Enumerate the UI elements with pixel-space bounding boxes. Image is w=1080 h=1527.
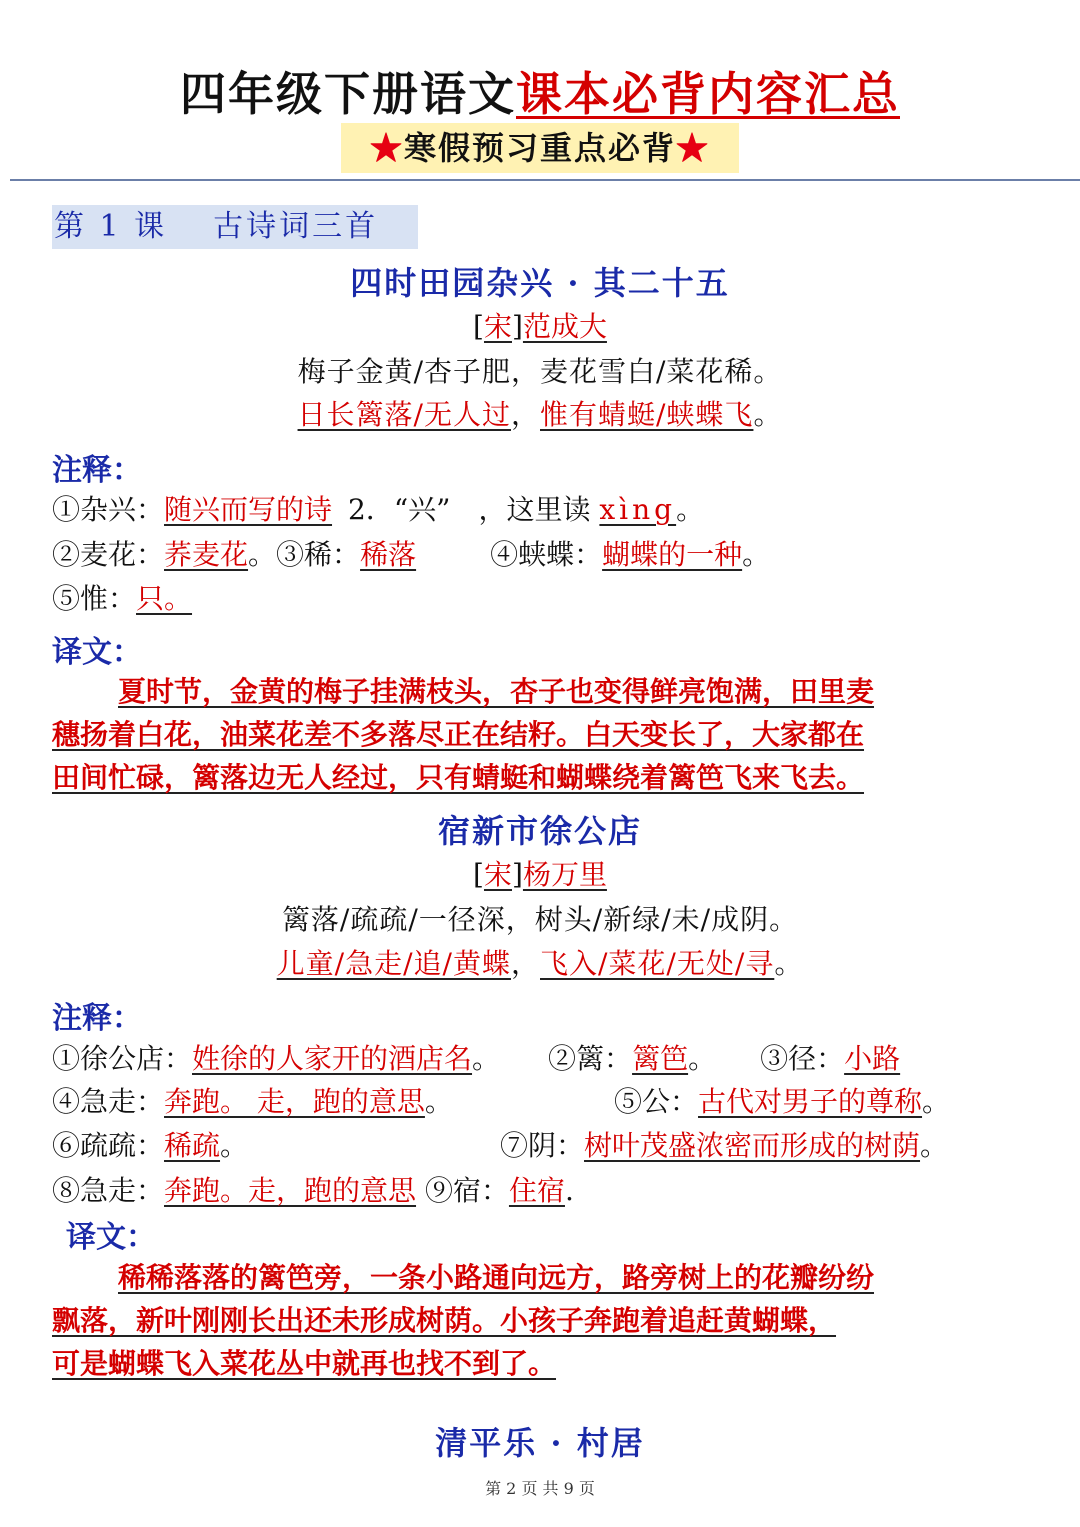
poem1-author-line: [宋]范成大 bbox=[473, 310, 607, 343]
poem2-author: 杨万里 bbox=[522, 858, 607, 891]
lesson-label: 第 1 课 bbox=[54, 209, 168, 244]
note-term: ②麦花： bbox=[52, 538, 165, 571]
poem1-title: 四时田园杂兴 · 其二十五 bbox=[350, 264, 730, 302]
poem1-dynasty: 宋 bbox=[483, 310, 512, 343]
poem2-note-row-1: ①徐公店：姓徐的人家开的酒店名。 ②篱：篱笆。 ③径：小路 bbox=[52, 1042, 901, 1075]
poem1-author: 范成大 bbox=[522, 310, 607, 343]
verse-separator: ， bbox=[510, 947, 540, 980]
poem2-note-row-3: ⑥疏疏：稀疏。 bbox=[52, 1129, 249, 1162]
poem1-note-row-2: ②麦花：荞麦花。③稀：稀落 ④蛱蝶：蝴蝶的一种。 bbox=[52, 538, 771, 571]
note-term: ④蛱蝶： bbox=[490, 538, 603, 571]
note-definition: 古代对男子的尊称 bbox=[698, 1085, 923, 1118]
note-definition: 篱笆 bbox=[632, 1042, 689, 1075]
note-definition: 小路 bbox=[844, 1042, 901, 1075]
poem1-translation bbox=[52, 670, 1030, 799]
poem2-author-line: [宋]杨万里 bbox=[473, 858, 607, 891]
subtitle-text: 寒假预习重点必背 bbox=[403, 129, 676, 167]
note-definition: 姓徐的人家开的酒店名 bbox=[192, 1042, 473, 1075]
note-term: ③径： bbox=[760, 1042, 845, 1075]
translation-line: 田间忙碌，篱落边无人经过，只有蜻蜓和蝴蝶绕着篱笆飞来飞去。 bbox=[52, 761, 865, 794]
poem2-verse-1: 篱落/疏疏/一径深，树头/新绿/未/成阴。 bbox=[281, 903, 799, 936]
verse-end: 。 bbox=[774, 947, 804, 980]
note-term: ①徐公店： bbox=[52, 1042, 193, 1075]
poem1-verse-1: 梅子金黄/杏子肥，麦花雪白/菜花稀。 bbox=[297, 355, 783, 388]
note-term: ⑤公： bbox=[614, 1085, 699, 1118]
note-definition: 奔跑。 走，跑的意思 bbox=[164, 1085, 425, 1118]
note-term: ⑤惟： bbox=[52, 582, 137, 615]
translation-line: 可是蝴蝶飞入菜花丛中就再也找不到了。 bbox=[52, 1347, 557, 1380]
poem2-dynasty: 宋 bbox=[483, 858, 512, 891]
lesson-name: 古诗词三首 bbox=[213, 209, 379, 244]
note-pinyin: xìng bbox=[599, 493, 677, 526]
poem1-note-row-3 bbox=[52, 577, 212, 617]
poem2-verse-2 bbox=[0, 942, 1080, 982]
page-number: 第 2 页 共 9 页 bbox=[485, 1479, 595, 1498]
note-definition: 奔跑。走，跑的意思 bbox=[164, 1174, 417, 1207]
star-icon: ★ bbox=[369, 129, 404, 167]
poem2-note-5: ⑤公：古代对男子的尊称。 bbox=[614, 1085, 951, 1118]
note-term: ⑨宿： bbox=[424, 1174, 509, 1207]
translation-line: 穗扬着白花，油菜花差不多落尽正在结籽。白天变长了，大家都在 bbox=[52, 718, 865, 751]
translation-line: 飘落，新叶刚刚长出还未形成树荫。小孩子奔跑着追赶黄蝴蝶， bbox=[52, 1304, 837, 1337]
note-term: ③稀： bbox=[276, 538, 361, 571]
note-term: ⑦阴： bbox=[500, 1129, 585, 1162]
poem2-title: 宿新市徐公店 bbox=[437, 812, 642, 850]
note-extra: 2．“兴” ，这里读 bbox=[348, 493, 591, 526]
note-definition: 住宿 bbox=[508, 1174, 565, 1207]
note-definition: 荞麦花 bbox=[164, 538, 249, 571]
subtitle-banner bbox=[341, 123, 739, 173]
verse-end: 。 bbox=[753, 398, 783, 431]
poem3-title: 清平乐 · 村居 bbox=[435, 1424, 645, 1462]
verse-separator: ， bbox=[510, 398, 540, 431]
poem2-verse-2b: 飞入/菜花/无处/寻 bbox=[540, 947, 775, 980]
note-term: ⑧急走： bbox=[52, 1174, 165, 1207]
note-definition: 随兴而写的诗 bbox=[164, 493, 333, 526]
poem1-note-row-1: ①杂兴：随兴而写的诗 2．“兴” ，这里读 xìng。 bbox=[52, 493, 705, 526]
title-black: 四年级下册语文 bbox=[180, 67, 516, 121]
lesson-header bbox=[52, 205, 418, 249]
note-term: ②篱： bbox=[548, 1042, 633, 1075]
note-definition: 只。 bbox=[136, 582, 193, 615]
star-icon: ★ bbox=[676, 129, 711, 167]
poem2-note-row-4: ⑧急走：奔跑。走，跑的意思 ⑨宿：住宿. bbox=[52, 1174, 574, 1207]
note-definition: 稀疏 bbox=[164, 1129, 221, 1162]
translation-line: 夏时节，金黄的梅子挂满枝头，杏子也变得鲜亮饱满，田里麦 bbox=[118, 675, 875, 708]
poem1-translation-label: 译文： bbox=[52, 635, 142, 670]
translation-line: 稀稀落落的篱笆旁，一条小路通向远方，路旁树上的花瓣纷纷 bbox=[118, 1261, 875, 1294]
note-term: ④急走： bbox=[52, 1085, 165, 1118]
note-definition: 蝴蝶的一种 bbox=[602, 538, 743, 571]
poem2-translation-label: 译文： bbox=[66, 1220, 156, 1255]
poem1-verse-2b: 惟有蜻蜓/蛱蝶飞 bbox=[540, 398, 754, 431]
poem2-note-row-2: ④急走：奔跑。 走，跑的意思。 bbox=[52, 1085, 453, 1118]
title-red: 课本必背内容汇总 bbox=[516, 67, 900, 121]
poem1-verse-2 bbox=[0, 393, 1080, 433]
poem2-translation bbox=[52, 1256, 1030, 1385]
page-title bbox=[0, 58, 1080, 124]
note-term: ⑥疏疏： bbox=[52, 1129, 165, 1162]
note-definition: 稀落 bbox=[360, 538, 417, 571]
note-term: ①杂兴： bbox=[52, 493, 165, 526]
poem2-verse-2a: 儿童/急走/追/黄蝶 bbox=[276, 947, 511, 980]
poem2-notes-label: 注释： bbox=[52, 1001, 142, 1036]
poem1-verse-2a: 日长篱落/无人过 bbox=[297, 398, 511, 431]
note-definition: 树叶茂盛浓密而形成的树荫 bbox=[584, 1129, 921, 1162]
poem1-notes-label: 注释： bbox=[52, 453, 142, 488]
poem2-note-7: ⑦阴：树叶茂盛浓密而形成的树荫。 bbox=[500, 1129, 949, 1162]
header-divider bbox=[10, 179, 1080, 181]
